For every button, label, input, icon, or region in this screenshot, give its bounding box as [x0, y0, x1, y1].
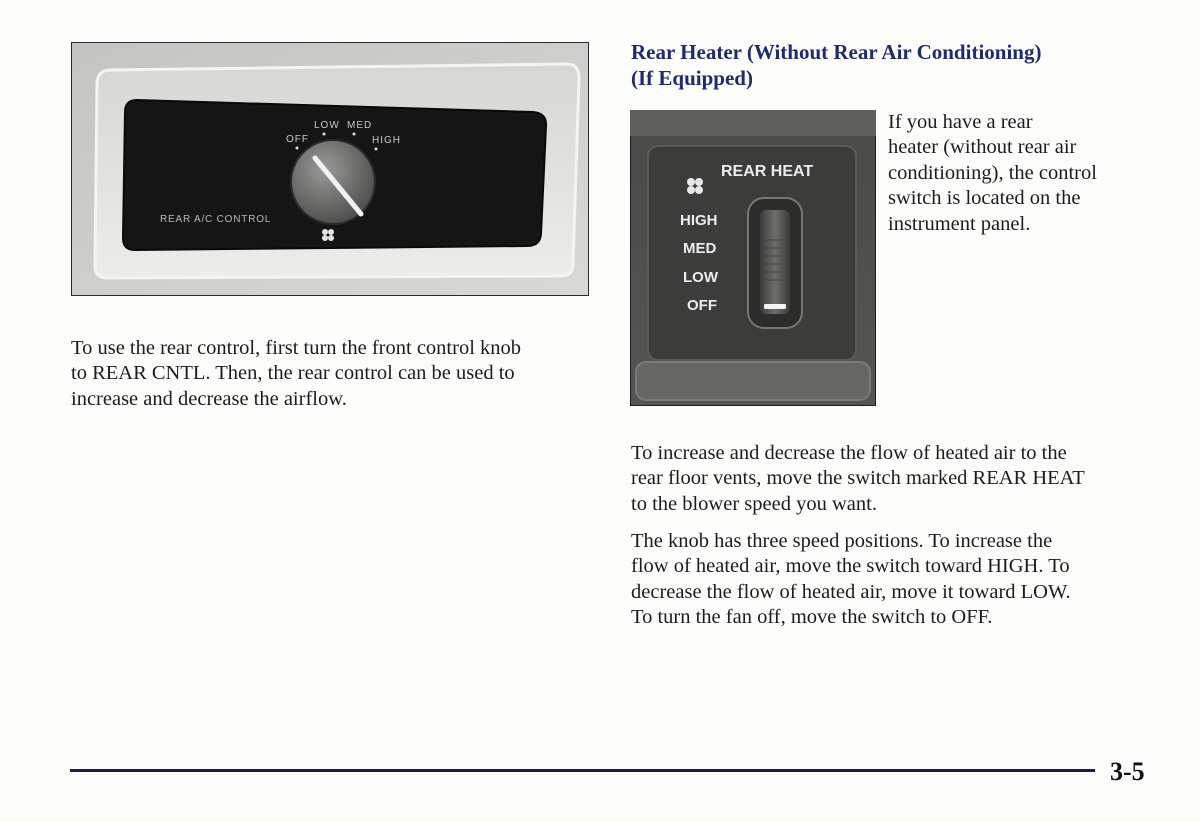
speed-dot [353, 133, 356, 136]
paragraph-line: To increase and decrease the flow of heated air to the [631, 442, 1067, 464]
slider-knob [764, 304, 786, 309]
knob-label-high: HIGH [372, 135, 401, 146]
paragraph-line: switch is located on the [888, 187, 1081, 210]
rear-ac-control-photo [71, 42, 589, 296]
paragraph-line: If you have a rear [888, 111, 1033, 133]
page-number: 3-5 [1110, 757, 1145, 786]
footer-rule [70, 769, 1095, 772]
speed-dot [296, 147, 299, 150]
paragraph-line: heater (without rear air [888, 136, 1077, 159]
knob-label-off: OFF [286, 134, 309, 145]
paragraph-line: To use the rear control, first turn the front control knob [71, 337, 522, 359]
rear-heat-label: REAR HEAT [721, 163, 814, 180]
speed-label-low: LOW [683, 269, 718, 286]
knob-label-med: MED [347, 120, 373, 131]
knob-label-low: LOW [314, 120, 340, 131]
control-label: REAR A/C CONTROL [160, 214, 272, 225]
slider-track [760, 210, 790, 314]
heading-line: Rear Heater (Without Rear Air Conditioning) [631, 40, 1042, 64]
speed-label-med: MED [683, 240, 717, 257]
speed-label-off: OFF [687, 297, 717, 314]
heading-line: (If Equipped) [631, 66, 753, 90]
paragraph-line: instrument panel. [888, 212, 1031, 235]
rear-heat-switch-photo [630, 110, 876, 406]
speed-dot [375, 148, 378, 151]
paragraph-line: rear floor vents, move the switch marked REAR HEAT [631, 467, 1085, 490]
speed-dot [323, 133, 326, 136]
top-trim [630, 110, 876, 136]
paragraph-line: increase and decrease the airflow. [71, 387, 347, 410]
paragraph-line: The knob has three speed positions. To increase the [631, 530, 1053, 552]
paragraph-line: to the blower speed you want. [631, 492, 877, 515]
paragraph-line: decrease the flow of heated air, move it toward LOW. [631, 580, 1071, 603]
section-heading [631, 39, 1041, 91]
speed-label-high: HIGH [680, 212, 718, 229]
bottom-trim [636, 362, 870, 400]
side-description [888, 110, 1097, 237]
paragraph-line: to REAR CNTL. Then, the rear control can be used to [71, 362, 515, 385]
paragraph-line: conditioning), the control [888, 161, 1097, 184]
airflow-paragraph [631, 441, 1085, 517]
speed-positions-paragraph [631, 529, 1071, 631]
paragraph-line: flow of heated air, move the switch toward HIGH. To [631, 555, 1070, 578]
rear-control-paragraph [71, 336, 521, 412]
paragraph-line: To turn the fan off, move the switch to OFF. [631, 606, 993, 629]
